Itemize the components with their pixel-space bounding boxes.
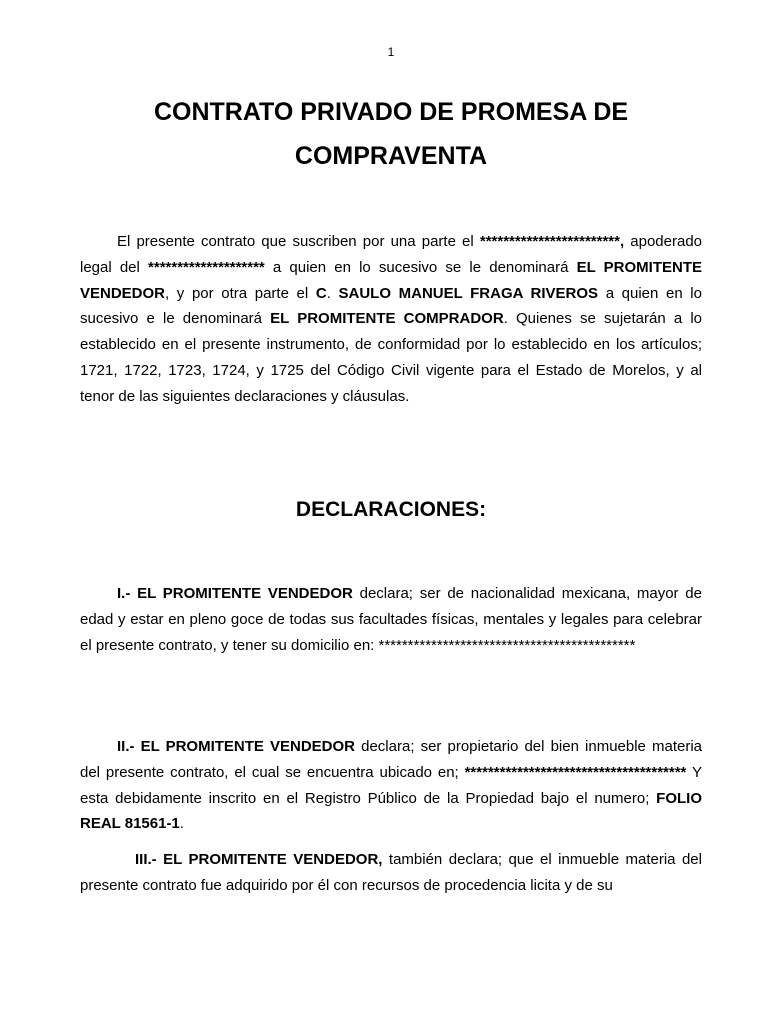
decl-2-text-2: Y esta debidamente inscrito en el Registro Público de la Propiedad bajo el numero; (80, 763, 702, 807)
intro-bold-2: ******************** (148, 258, 265, 276)
intro-text-4: , y por otra parte el (165, 284, 316, 302)
intro-bold-1: ************************, (479, 233, 625, 250)
title-line-2: COMPRAVENTA (294, 142, 488, 170)
intro-bold-5: SAULO MANUEL FRAGA RIVEROS (338, 284, 599, 302)
intro-text-5: . (326, 284, 339, 302)
decl-1-number: I.- (117, 585, 138, 602)
declaraciones-heading: DECLARACIONES: (295, 498, 487, 521)
declaration-1 (80, 581, 702, 658)
decl-1-party: EL PROMITENTE VENDEDOR (137, 585, 353, 602)
page-number: 1 (387, 45, 395, 59)
intro-bold-6: EL PROMITENTE COMPRADOR (270, 310, 504, 328)
intro-paragraph (80, 229, 702, 410)
decl-2-folio: FOLIO REAL 81561-1 (80, 789, 702, 833)
decl-2-text-1: declara; ser propietario del bien inmueble materia del presente contrato, el cual se encuentra ubicado en; (80, 738, 702, 781)
decl-2-address: ************************************** (464, 763, 687, 781)
decl-3-text: también declara; que el inmueble materia del presente contrato fue adquirido por él con recursos de procedencia licita y de su (80, 851, 702, 894)
decl-2-party: EL PROMITENTE VENDEDOR (140, 738, 356, 755)
intro-text-6: a quien en lo sucesivo e le denominará (80, 284, 702, 328)
intro-text-2: apoderado legal del (80, 233, 703, 276)
decl-3-number: III.- (135, 851, 164, 868)
decl-3-party: EL PROMITENTE VENDEDOR, (163, 851, 383, 868)
intro-text-1: El presente contrato que suscriben por una parte el (117, 233, 480, 250)
decl-1-text: declara; ser de nacionalidad mexicana, mayor de edad y estar en pleno goce de todas sus facultades físicas, mentales y legales para celebrar el presente contrato, y tener su domicilio en: (80, 585, 702, 654)
decl-2-text-3: . (179, 815, 184, 833)
decl-1-address: ******************************************** (378, 636, 636, 654)
decl-2-number: II.- (117, 738, 141, 755)
intro-text-3: a quien en lo sucesivo se le denominará (264, 258, 577, 276)
declaration-2 (80, 734, 702, 837)
intro-bold-4: C (315, 284, 327, 302)
declaration-3 (80, 847, 702, 899)
intro-text-7: . Quienes se sujetarán a lo establecido en el presente instrumento, de conformidad por lo establecido en los artículos; 1721, 1722, 1723, 1724, y 1725 del Código Civil vigente para el Estado de Morelos, y al tenor de las siguientes declaraciones y cláusulas. (80, 310, 702, 405)
title-line-1: CONTRATO PRIVADO DE PROMESA DE (153, 98, 629, 126)
intro-bold-3: EL PROMITENTE VENDEDOR (80, 258, 702, 302)
document-title (80, 90, 702, 178)
